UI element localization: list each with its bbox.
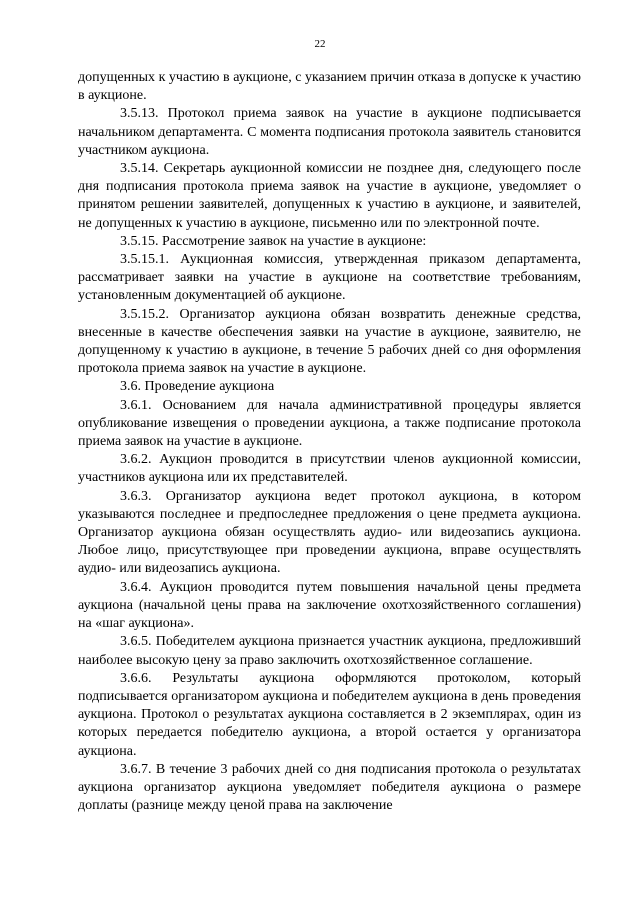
paragraph: 3.6. Проведение аукциона bbox=[120, 379, 275, 395]
paragraph: 3.6.1. Основанием для начала административной процедуры является опубликование извещения о проведении аукциона, а также подписание протокола приема заявок на участие в аукционе. bbox=[78, 397, 581, 450]
page-number: 22 bbox=[314, 38, 326, 50]
paragraph: 3.6.3. Организатор аукциона ведет протокол аукциона, в котором указываются последнее и предпоследнее предложения о цене предмета аукциона. Организатор аукциона обязан осуществлять аудио- или видеозапись аукциона. Любое лицо, присутствующее при проведении аукциона, вправе осуществлять аудио- или видеозапись аукциона. bbox=[78, 488, 581, 577]
paragraph: 3.6.4. Аукцион проводится путем повышения начальной цены предмета аукциона (начальной цены права на заключение охотхозяйственного соглашения) на «шаг аукциона». bbox=[78, 579, 581, 632]
paragraph: допущенных к участию в аукционе, с указанием причин отказа в допуске к участию в аукционе. bbox=[78, 70, 581, 104]
paragraph: 3.5.15.2. Организатор аукциона обязан возвратить денежные средства, внесенные в качестве обеспечения заявки на участие в аукционе, заявителю, не допущенному к участию в аукционе, в течение 5 рабочих дней со дня оформления протокола приема заявок на участие в аукционе. bbox=[78, 306, 581, 377]
paragraph: 3.5.15.1. Аукционная комиссия, утвержденная приказом департамента, рассматривает заявки на участие в аукционе на соответствие требованиям, установленным документацией об аукционе. bbox=[78, 252, 581, 304]
paragraph: 3.6.7. В течение 3 рабочих дней со дня подписания протокола о результатах аукциона организатор аукциона уведомляет победителя аукциона о размере доплаты (разнице между ценой права на заключение bbox=[78, 761, 581, 814]
paragraph: 3.5.15. Рассмотрение заявок на участие в аукционе: bbox=[120, 233, 427, 249]
paragraph: 3.6.2. Аукцион проводится в присутствии членов аукционной комиссии, участников аукциона или их представителей. bbox=[78, 452, 581, 486]
paragraph: 3.6.6. Результаты аукциона оформляются протоколом, который подписывается организатором аукциона и победителем аукциона в день проведения аукциона. Протокол о результатах аукциона составляется в 2 экземплярах, один из которых передается победителю аукциона, а второй остается у организатора аукциона. bbox=[78, 670, 581, 759]
paragraph: 3.5.14. Секретарь аукционной комиссии не позднее дня, следующего после дня подписания протокола приема заявок на участие в аукционе, уведомляет о принятом решении заявителей, допущенных к участию в аукционе, и заявителей, не допущенных к участию в аукционе, письменно или по электронной почте. bbox=[78, 161, 581, 231]
paragraph: 3.6.5. Победителем аукциона признается участник аукциона, предложивший наиболее высокую цену за право заключить охотхозяйственное соглашение. bbox=[78, 634, 581, 668]
paragraph: 3.5.13. Протокол приема заявок на участие в аукционе подписывается начальником департамента. С момента подписания протокола заявитель становится участником аукциона. bbox=[78, 106, 581, 158]
document-body bbox=[78, 69, 581, 815]
